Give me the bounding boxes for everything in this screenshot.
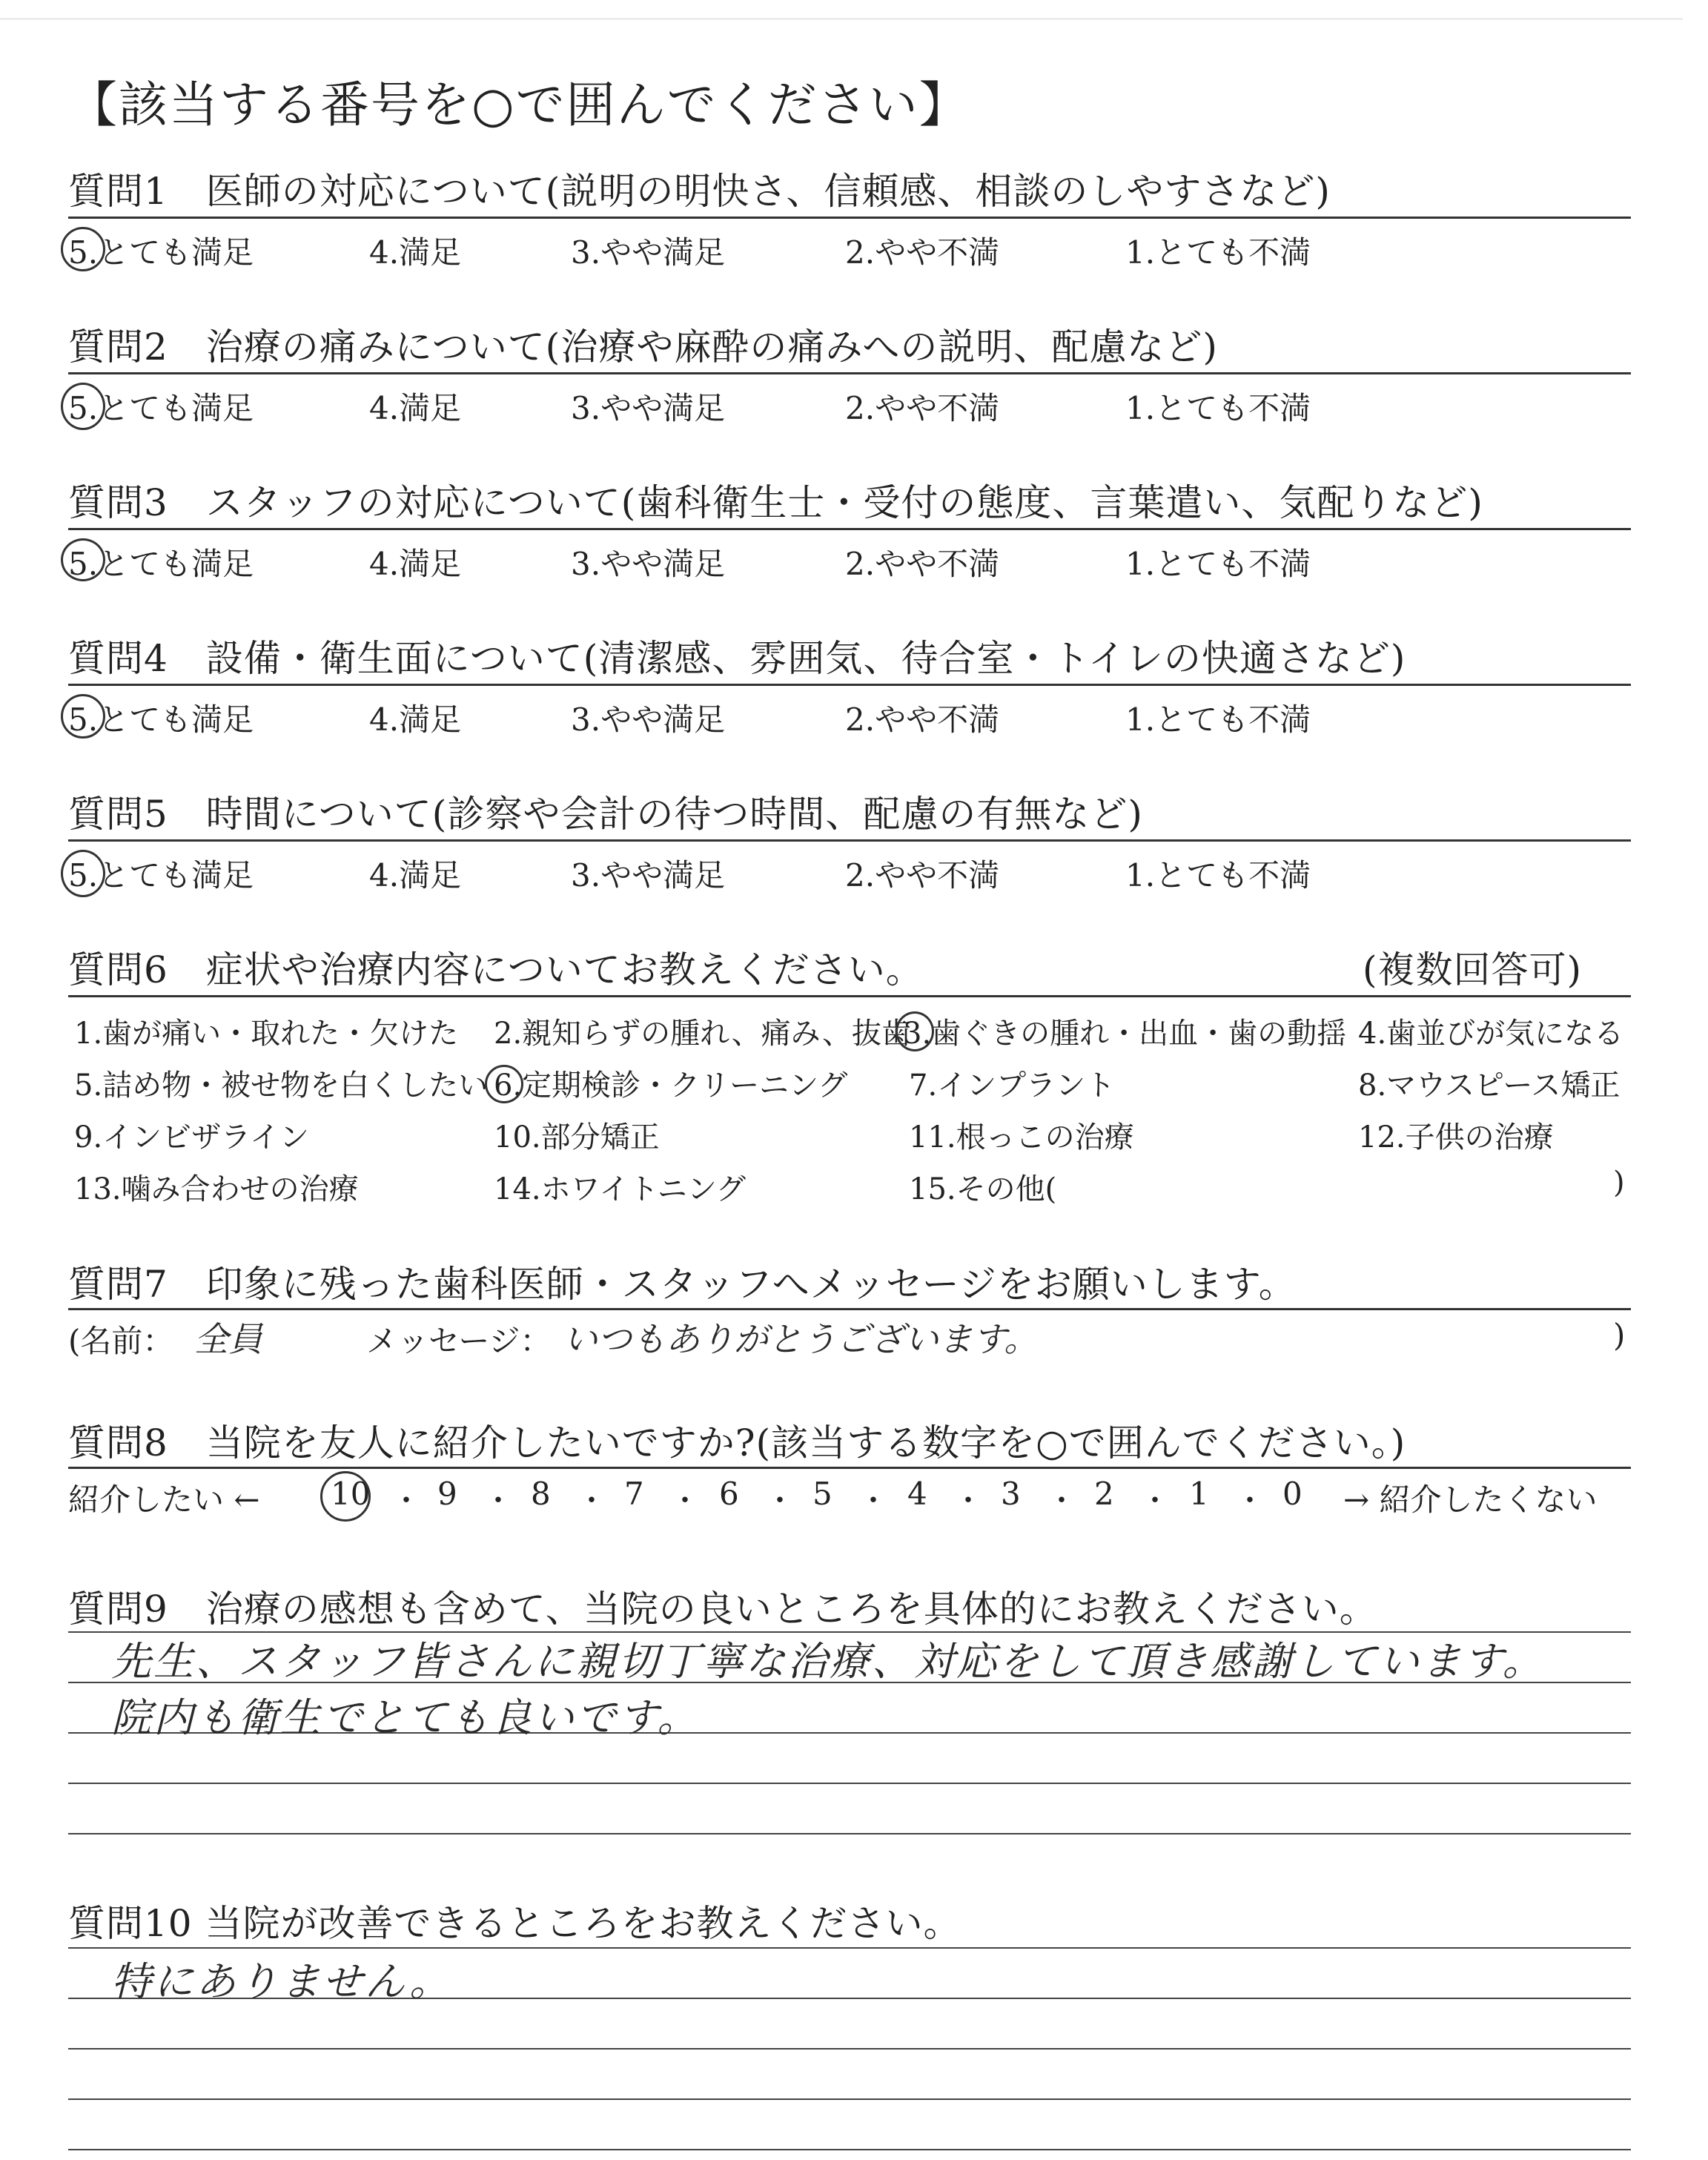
question-2-rule bbox=[68, 372, 1631, 374]
q2-selection-circle bbox=[61, 383, 105, 430]
q6-option-6[interactable]: 6.定期検診・クリーニング bbox=[494, 1069, 848, 1103]
q8-score-10[interactable]: 10 bbox=[331, 1476, 371, 1512]
q1-option-5[interactable]: 5.とても満足 bbox=[68, 234, 254, 271]
q1-option-2[interactable]: 2.やや不満 bbox=[845, 234, 1000, 271]
q5-selection-circle bbox=[61, 850, 105, 897]
q6-option-5[interactable]: 5.詰め物・被せ物を白くしたい bbox=[74, 1069, 489, 1103]
q6-selection-circle-3 bbox=[896, 1011, 934, 1051]
q4-option-5[interactable]: 5.とても満足 bbox=[68, 701, 254, 738]
q8-score-8[interactable]: 8 bbox=[531, 1476, 551, 1512]
question-9-title: 質問9 治療の感想も含めて、当院の良いところを具体的にお教えください。 bbox=[68, 1588, 1377, 1631]
question-3-rule bbox=[68, 528, 1631, 530]
q10-answer-text[interactable]: 特にありません。 bbox=[111, 1958, 452, 2005]
q3-option-4[interactable]: 4.満足 bbox=[369, 546, 462, 582]
q4-selection-circle bbox=[61, 694, 105, 739]
question-5-title: 質問5 時間について(診察や会計の待つ時間、配慮の有無など) bbox=[68, 793, 1143, 836]
q6-option-15-close-paren: ) bbox=[1613, 1166, 1625, 1200]
q3-option-1[interactable]: 1.とても不満 bbox=[1125, 546, 1311, 582]
q4-option-2[interactable]: 2.やや不満 bbox=[845, 701, 1000, 738]
q6-option-7[interactable]: 7.インプラント bbox=[909, 1069, 1116, 1103]
q8-separator: ・ bbox=[391, 1484, 421, 1518]
q7-message-value[interactable]: いつもありがとうございます。 bbox=[563, 1319, 1039, 1359]
q2-option-4[interactable]: 4.満足 bbox=[369, 390, 462, 426]
q5-option-1[interactable]: 1.とても不満 bbox=[1125, 857, 1311, 894]
q5-option-3[interactable]: 3.やや満足 bbox=[571, 857, 726, 894]
q1-option-3[interactable]: 3.やや満足 bbox=[571, 234, 726, 271]
top-edge-line bbox=[0, 18, 1683, 20]
q8-left-label: 紹介したい ← bbox=[68, 1482, 260, 1518]
question-3-title: 質問3 スタッフの対応について(歯科衛生士・受付の態度、言葉遣い、気配りなど) bbox=[68, 481, 1483, 524]
q6-option-13[interactable]: 13.噛み合わせの治療 bbox=[74, 1172, 359, 1206]
q4-option-3[interactable]: 3.やや満足 bbox=[571, 701, 726, 738]
q2-option-3[interactable]: 3.やや満足 bbox=[571, 390, 726, 426]
q5-option-4[interactable]: 4.満足 bbox=[369, 857, 462, 894]
q6-option-1[interactable]: 1.歯が痛い・取れた・欠けた bbox=[74, 1017, 459, 1051]
q8-separator: ・ bbox=[953, 1484, 983, 1518]
q8-separator: ・ bbox=[670, 1484, 700, 1518]
question-6-rule bbox=[68, 995, 1631, 997]
q6-option-10[interactable]: 10.部分矯正 bbox=[494, 1120, 660, 1155]
q2-option-1[interactable]: 1.とても不満 bbox=[1125, 390, 1311, 426]
q6-option-9[interactable]: 9.インビザライン bbox=[74, 1120, 309, 1155]
question-6-title: 質問6 症状や治療内容についてお教えください。 bbox=[68, 948, 924, 991]
q6-option-8[interactable]: 8.マウスピース矯正 bbox=[1358, 1069, 1621, 1103]
q10-answer-line-3 bbox=[68, 2048, 1631, 2050]
question-8-title: 質問8 当院を友人に紹介したいですか?(該当する数字を○で囲んでください。) bbox=[68, 1421, 1406, 1464]
q3-selection-circle bbox=[61, 538, 105, 581]
question-10-title: 質問10 当院が改善できるところをお教えください。 bbox=[68, 1902, 961, 1945]
q7-message-label: メッセージ： bbox=[366, 1323, 552, 1359]
q8-separator: ・ bbox=[1235, 1484, 1265, 1518]
q6-option-3[interactable]: 3.歯ぐきの腫れ・出血・歯の動揺 bbox=[903, 1017, 1347, 1051]
q2-option-5[interactable]: 5.とても満足 bbox=[68, 390, 254, 426]
q8-score-9[interactable]: 9 bbox=[437, 1476, 457, 1512]
q8-score-1[interactable]: 1 bbox=[1189, 1476, 1209, 1512]
form-instruction-header: 【該当する番号を○で囲んでください】 bbox=[68, 76, 970, 133]
q4-option-1[interactable]: 1.とても不満 bbox=[1125, 701, 1311, 738]
q8-score-0[interactable]: 0 bbox=[1282, 1476, 1302, 1512]
q8-separator: ・ bbox=[858, 1484, 888, 1518]
q7-name-value[interactable]: 全員 bbox=[194, 1319, 262, 1359]
q6-option-2[interactable]: 2.親知らずの腫れ、痛み、抜歯 bbox=[494, 1017, 911, 1051]
q3-option-3[interactable]: 3.やや満足 bbox=[571, 546, 726, 582]
q8-score-7[interactable]: 7 bbox=[624, 1476, 644, 1512]
q10-answer-line-4 bbox=[68, 2098, 1631, 2100]
q7-close-paren: ) bbox=[1613, 1317, 1626, 1353]
q6-option-4[interactable]: 4.歯並びが気になる bbox=[1358, 1017, 1624, 1051]
q8-separator: ・ bbox=[1047, 1484, 1076, 1518]
question-6-multiple-note: (複数回答可) bbox=[1363, 948, 1583, 991]
q8-separator: ・ bbox=[765, 1484, 795, 1518]
q9-answer-text-2[interactable]: 院内も衛生でとても良いです。 bbox=[111, 1694, 700, 1741]
q1-option-4[interactable]: 4.満足 bbox=[369, 234, 462, 271]
q7-name-label: (名前： bbox=[68, 1323, 174, 1359]
question-5-rule bbox=[68, 839, 1631, 842]
q3-option-2[interactable]: 2.やや不満 bbox=[845, 546, 1000, 582]
q8-score-4[interactable]: 4 bbox=[907, 1476, 927, 1512]
q10-answer-line-1 bbox=[68, 1947, 1631, 1949]
q1-option-1[interactable]: 1.とても不満 bbox=[1125, 234, 1311, 271]
question-2-title: 質問2 治療の痛みについて(治療や麻酔の痛みへの説明、配慮など) bbox=[68, 326, 1218, 369]
q8-score-3[interactable]: 3 bbox=[1001, 1476, 1021, 1512]
q2-option-2[interactable]: 2.やや不満 bbox=[845, 390, 1000, 426]
q3-option-5[interactable]: 5.とても満足 bbox=[68, 546, 254, 582]
question-7-title: 質問7 印象に残った歯科医師・スタッフへメッセージをお願いします。 bbox=[68, 1263, 1297, 1306]
q6-selection-circle-6 bbox=[485, 1065, 523, 1103]
q9-answer-line-5 bbox=[68, 1833, 1631, 1834]
q8-selection-circle bbox=[320, 1471, 371, 1522]
q8-score-2[interactable]: 2 bbox=[1094, 1476, 1114, 1512]
q8-separator: ・ bbox=[483, 1484, 513, 1518]
q8-separator: ・ bbox=[577, 1484, 606, 1518]
question-1-rule bbox=[68, 217, 1631, 219]
q9-answer-text-1[interactable]: 先生、スタッフ皆さんに親切丁寧な治療、対応をして頂き感謝しています。 bbox=[111, 1638, 1545, 1685]
question-4-rule bbox=[68, 684, 1631, 686]
q6-option-14[interactable]: 14.ホワイトニング bbox=[494, 1172, 747, 1206]
q5-option-5[interactable]: 5.とても満足 bbox=[68, 857, 254, 894]
q8-score-6[interactable]: 6 bbox=[719, 1476, 739, 1512]
q6-option-11[interactable]: 11.根っこの治療 bbox=[909, 1120, 1134, 1155]
q8-separator: ・ bbox=[1140, 1484, 1170, 1518]
question-4-title: 質問4 設備・衛生面について(清潔感、雰囲気、待合室・トイレの快適さなど) bbox=[68, 637, 1406, 680]
q5-option-2[interactable]: 2.やや不満 bbox=[845, 857, 1000, 894]
q1-selection-circle bbox=[61, 227, 105, 271]
q8-score-5[interactable]: 5 bbox=[812, 1476, 833, 1512]
q10-answer-line-5 bbox=[68, 2149, 1631, 2150]
question-8-rule bbox=[68, 1467, 1631, 1469]
q9-answer-line-4 bbox=[68, 1783, 1631, 1784]
question-7-rule bbox=[68, 1308, 1631, 1310]
q6-option-15[interactable]: 15.その他( bbox=[909, 1172, 1057, 1206]
q8-right-label: → 紹介したくない bbox=[1343, 1482, 1598, 1518]
question-1-title: 質問1 医師の対応について(説明の明快さ、信頼感、相談のしやすさなど) bbox=[68, 170, 1331, 213]
q6-option-12[interactable]: 12.子供の治療 bbox=[1358, 1120, 1554, 1155]
q4-option-4[interactable]: 4.満足 bbox=[369, 701, 462, 738]
